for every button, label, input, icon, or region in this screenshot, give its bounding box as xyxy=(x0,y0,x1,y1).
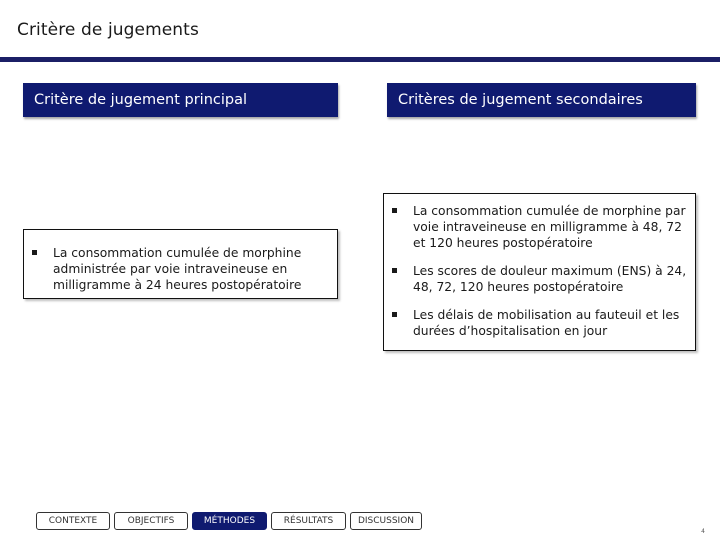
bullet-square-icon xyxy=(32,250,37,255)
bullet-square-icon xyxy=(392,268,397,273)
page-number: 4 xyxy=(701,528,705,535)
secondary-criterion-text: La consommation cumulée de morphine par voie intraveineuse en milligramme à 48, 72 et 120 heures postopératoire xyxy=(413,204,686,250)
primary-criterion-text: La consommation cumulée de morphine administrée par voie intraveineuse en milligramme à 24 heures postopératoire xyxy=(53,246,302,292)
secondary-criterion-text: Les délais de mobilisation au fauteuil et les durées d’hospitalisation en jour xyxy=(413,308,680,338)
nav-tab-resultats[interactable]: RÉSULTATS xyxy=(271,512,346,530)
page-title: Critère de jugements xyxy=(17,20,199,40)
primary-criterion-box xyxy=(23,229,338,299)
secondary-criterion-text: Les scores de douleur maximum (ENS) à 24, 48, 72, 120 heures postopératoire xyxy=(413,264,687,294)
list-item xyxy=(392,263,689,295)
nav-tab-methodes[interactable]: MÉTHODES xyxy=(192,512,267,530)
title-divider xyxy=(0,57,720,62)
list-item xyxy=(392,307,689,339)
list-item xyxy=(32,245,329,293)
list-item xyxy=(392,203,689,251)
nav-tab-discussion[interactable]: DISCUSSION xyxy=(350,512,422,530)
secondary-criteria-header: Critères de jugement secondaires xyxy=(387,83,696,117)
nav-tab-contexte[interactable]: CONTEXTE xyxy=(36,512,110,530)
primary-criterion-header: Critère de jugement principal xyxy=(23,83,338,117)
bullet-square-icon xyxy=(392,208,397,213)
nav-tab-objectifs[interactable]: OBJECTIFS xyxy=(114,512,188,530)
bullet-square-icon xyxy=(392,312,397,317)
secondary-criteria-box xyxy=(383,193,696,351)
